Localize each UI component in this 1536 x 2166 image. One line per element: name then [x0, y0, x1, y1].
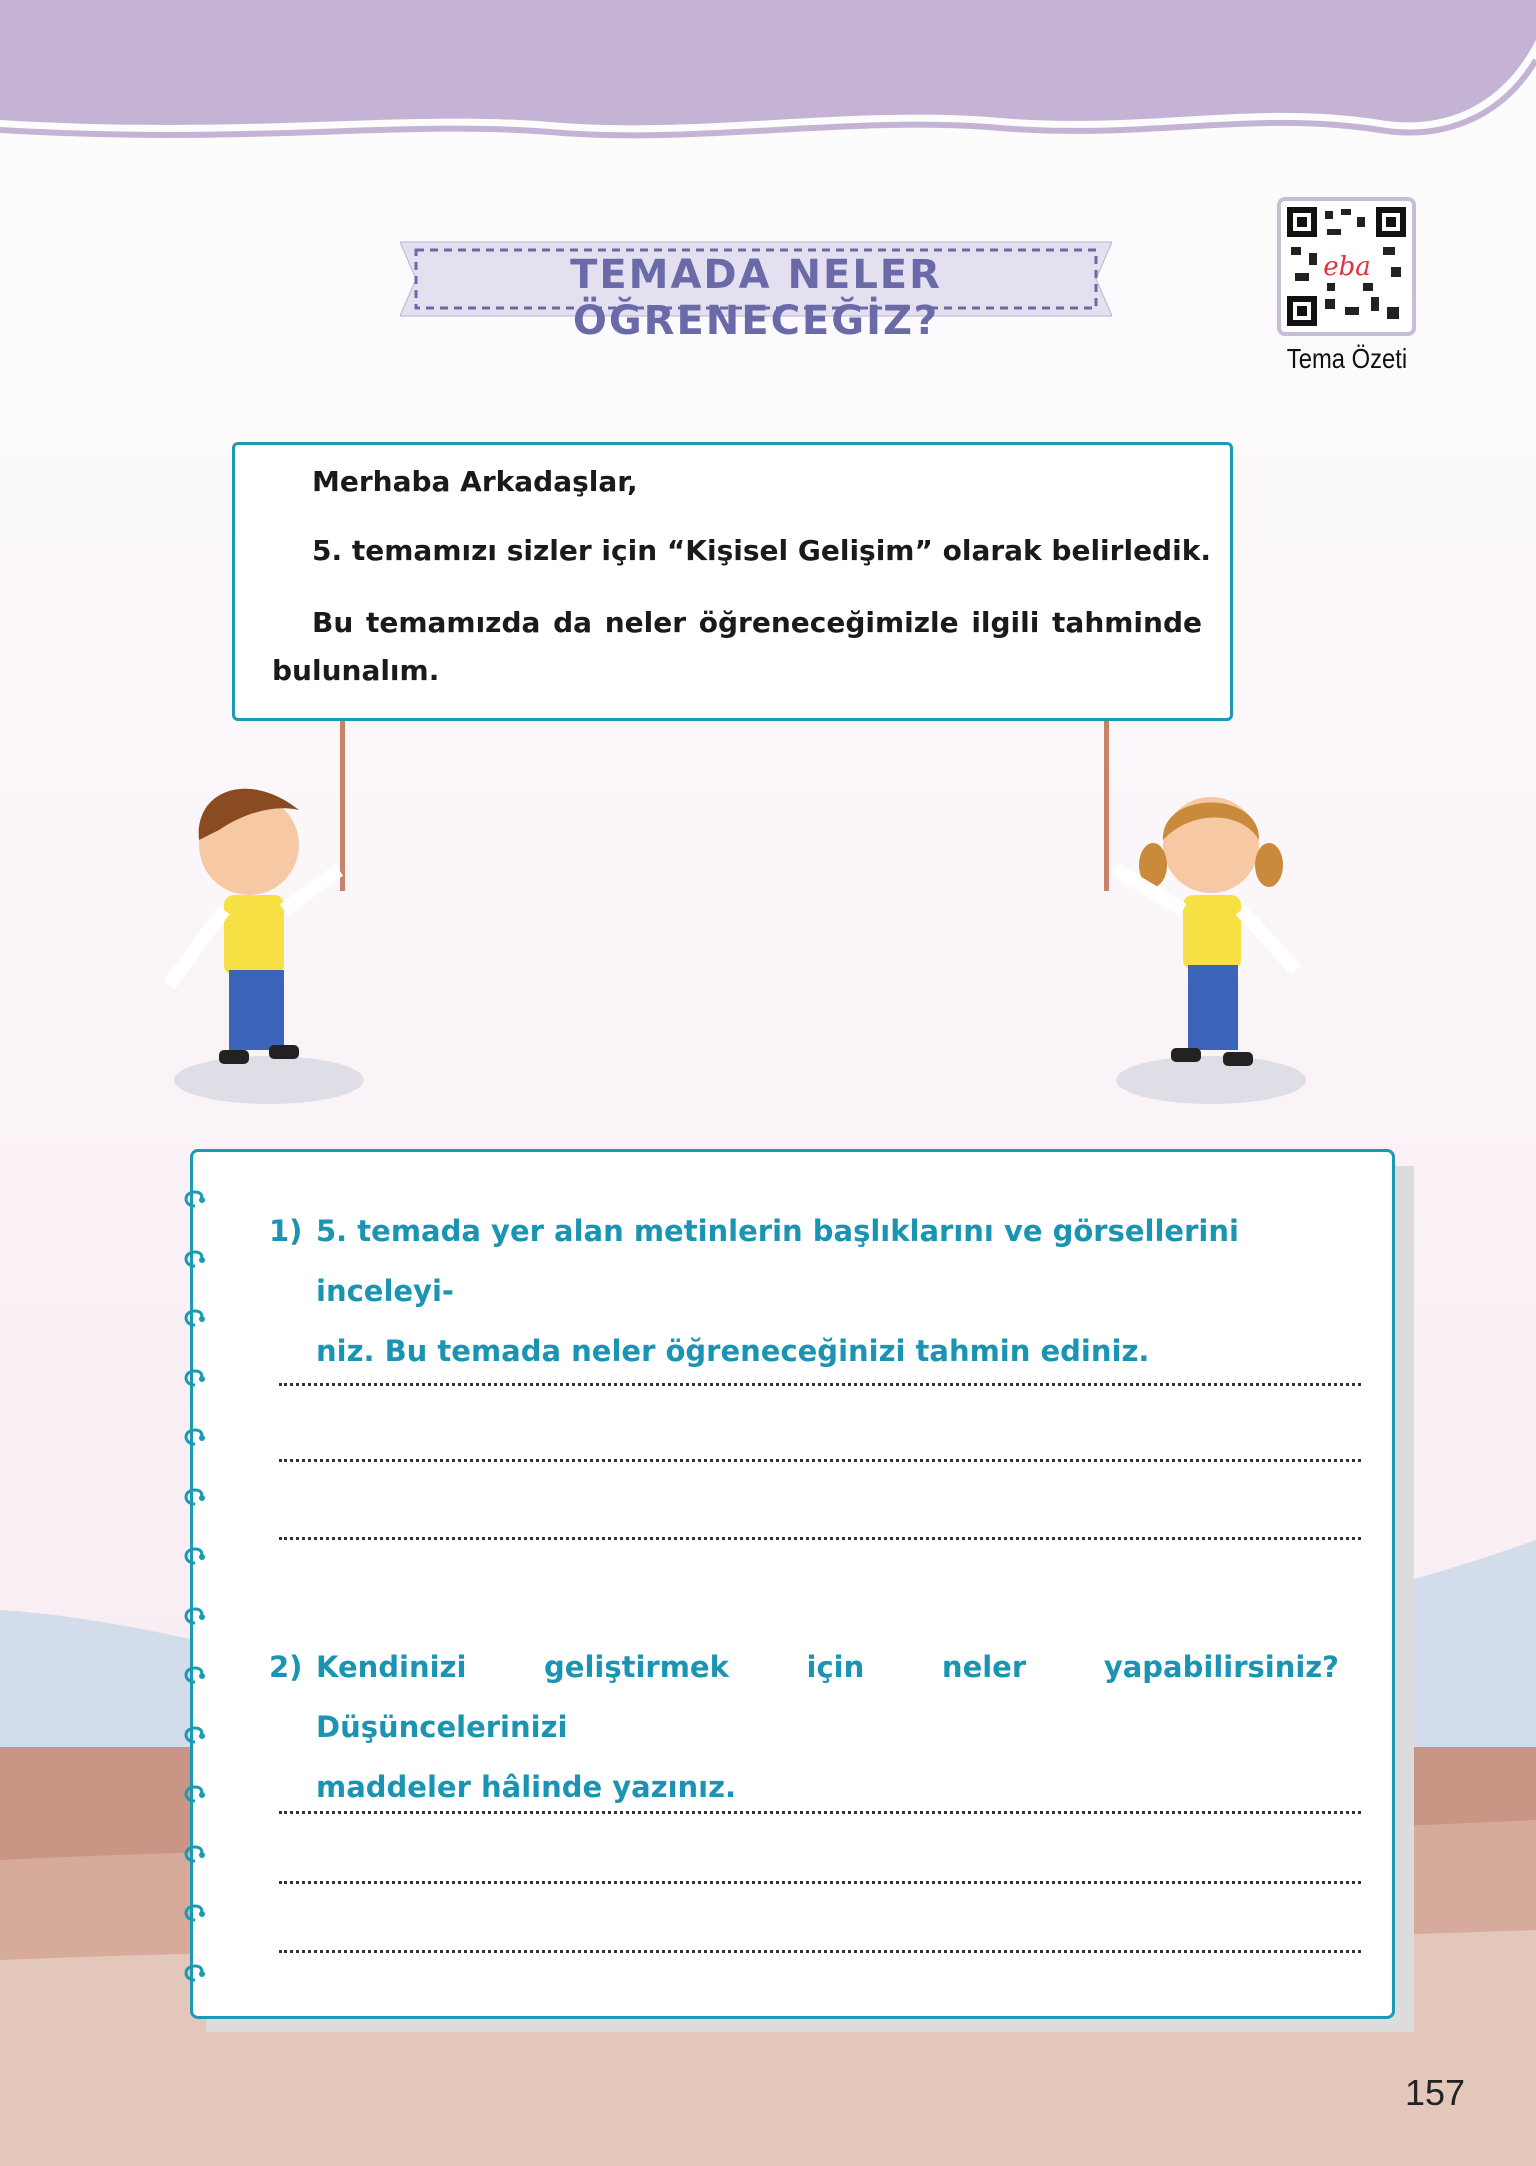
eba-logo: eba: [1323, 252, 1371, 282]
qr-code[interactable]: [1277, 197, 1416, 336]
qr-label: Tema Özeti: [1286, 343, 1408, 374]
spiral-ring: [181, 1664, 209, 1686]
spiral-ring: [181, 1188, 209, 1210]
spiral-ring: [181, 1486, 209, 1508]
spiral-ring: [181, 1426, 209, 1448]
question-text: 5. temada yer alan metinlerin başlıklarını ve görsellerini inceleyi-: [316, 1214, 1239, 1308]
question-2: [269, 1637, 1339, 1817]
title-banner: [400, 238, 1112, 344]
question-number: 1): [269, 1214, 303, 1248]
answer-line[interactable]: [279, 1537, 1361, 1540]
page-title: TEMADA NELER ÖĞRENECEĞİZ?: [570, 252, 942, 344]
spiral-ring: [181, 1962, 209, 1984]
answer-line[interactable]: [279, 1950, 1361, 1953]
intro-greeting: Merhaba Arkadaşlar,: [312, 465, 638, 498]
question-text: niz. Bu temada neler öğreneceğinizi tahmin ediniz.: [316, 1334, 1150, 1368]
spiral-ring: [181, 1545, 209, 1567]
girl-illustration: [1091, 770, 1321, 1110]
question-number: 2): [269, 1650, 303, 1684]
boy-illustration: [159, 770, 379, 1110]
page-number: 157: [1405, 2072, 1466, 2113]
notebook-card: [190, 1149, 1395, 2019]
spiral-ring: [181, 1248, 209, 1270]
spiral-ring: [181, 1902, 209, 1924]
spiral-ring: [181, 1843, 209, 1865]
intro-line: Bu temamızda da neler öğreneceğimizle ilgili tahminde: [312, 606, 1202, 639]
spiral-ring: [181, 1724, 209, 1746]
top-wave: [0, 0, 1536, 125]
spiral-ring: [181, 1783, 209, 1805]
question-text: Kendinizi geliştirmek için neler yapabilirsiniz? Düşüncelerinizi: [316, 1650, 1339, 1744]
answer-line[interactable]: [279, 1383, 1361, 1386]
intro-line: 5. temamızı sizler için “Kişisel Gelişim” olarak belirledik.: [312, 534, 1211, 567]
intro-box: [232, 442, 1233, 721]
intro-line: bulunalım.: [272, 654, 440, 687]
answer-line[interactable]: [279, 1881, 1361, 1884]
question-1: [269, 1201, 1339, 1381]
question-text: maddeler hâlinde yazınız.: [316, 1770, 737, 1804]
answer-line[interactable]: [279, 1459, 1361, 1462]
answer-line[interactable]: [279, 1811, 1361, 1814]
spiral-ring: [181, 1367, 209, 1389]
spiral-ring: [181, 1605, 209, 1627]
spiral-ring: [181, 1307, 209, 1329]
